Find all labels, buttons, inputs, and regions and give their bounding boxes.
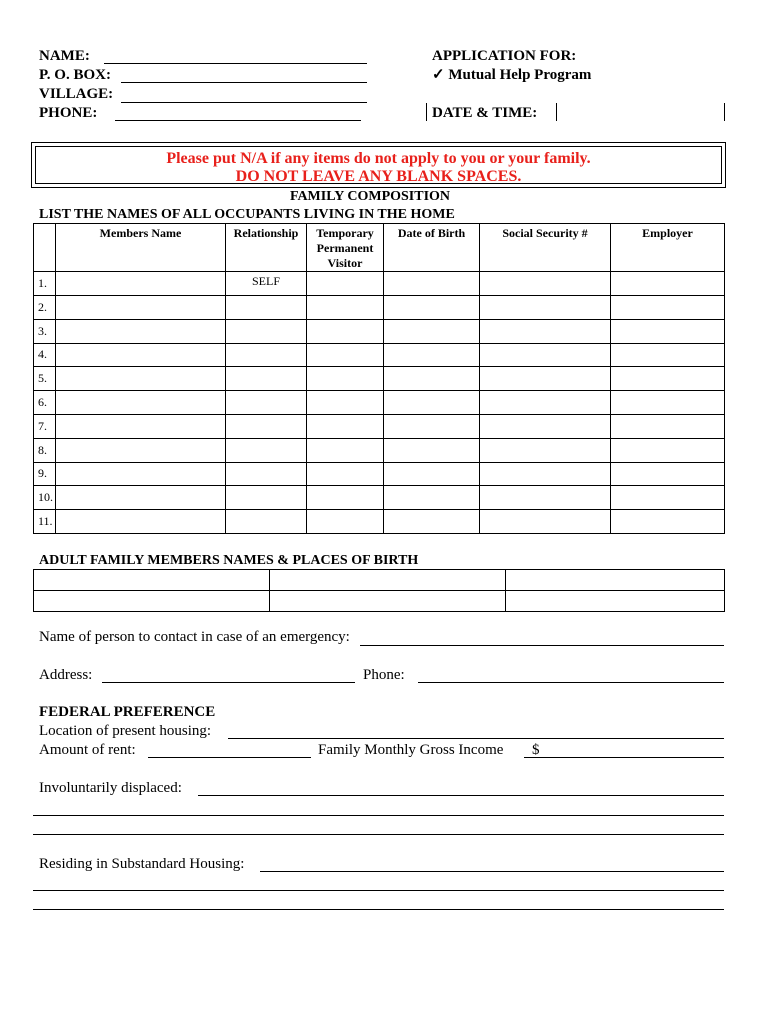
table-row	[34, 462, 725, 486]
header-employer: Employer	[611, 224, 725, 272]
adults-title: ADULT FAMILY MEMBERS NAMES & PLACES OF BIRTH	[39, 553, 419, 568]
dob-cell[interactable]	[384, 510, 479, 533]
employer-cell[interactable]	[611, 391, 724, 414]
member-name-cell[interactable]	[56, 463, 225, 486]
dob-cell-wrapper	[384, 367, 480, 391]
federal-preference-title: FEDERAL PREFERENCE	[39, 704, 216, 720]
dob-cell[interactable]	[384, 344, 479, 367]
table-row	[34, 510, 725, 534]
header-members-name: Members Name	[56, 224, 226, 272]
relationship-cell[interactable]	[226, 415, 306, 438]
header-relationship: Relationship	[226, 224, 307, 272]
contact-phone-field[interactable]	[420, 667, 722, 683]
member-name-cell[interactable]	[56, 367, 225, 390]
table-row	[34, 272, 725, 296]
status-cell-wrapper	[307, 272, 384, 296]
member-name-cell[interactable]	[56, 439, 225, 462]
table-row	[34, 414, 725, 438]
adults-table	[33, 569, 725, 612]
dob-cell[interactable]	[384, 296, 479, 319]
employer-cell-wrapper	[611, 486, 725, 510]
member-name-cell[interactable]	[56, 320, 225, 343]
status-cell-wrapper	[307, 414, 384, 438]
employer-cell-wrapper	[611, 367, 725, 391]
ssn-cell-wrapper	[480, 272, 611, 296]
ssn-cell-wrapper	[480, 391, 611, 415]
family-composition-title: FAMILY COMPOSITION	[289, 189, 451, 204]
ssn-cell-wrapper	[480, 438, 611, 462]
dob-cell[interactable]	[384, 439, 479, 462]
family-table	[33, 223, 725, 534]
member-name-cell-wrapper	[56, 462, 226, 486]
member-name-cell[interactable]	[56, 391, 225, 414]
row-number: 3.	[34, 319, 56, 343]
table-row	[34, 296, 725, 320]
adult-birthplace-cell[interactable]	[270, 570, 509, 590]
table-row	[34, 367, 725, 391]
application-for-label: APPLICATION FOR:	[432, 48, 577, 64]
status-cell-wrapper	[307, 296, 384, 320]
employer-cell[interactable]	[611, 510, 724, 533]
row-number: 7.	[34, 414, 56, 438]
substandard-line-3	[33, 909, 724, 910]
member-name-cell-wrapper	[56, 510, 226, 534]
ssn-cell-wrapper	[480, 319, 611, 343]
relationship-cell: SELF	[226, 272, 307, 296]
member-name-cell-wrapper	[56, 319, 226, 343]
employer-cell-wrapper	[611, 319, 725, 343]
member-name-cell-wrapper	[56, 367, 226, 391]
table-row	[34, 343, 725, 367]
employer-cell[interactable]	[611, 296, 724, 319]
status-cell-wrapper	[307, 462, 384, 486]
status-cell-wrapper	[307, 438, 384, 462]
ssn-cell[interactable]	[480, 439, 610, 462]
table-row	[34, 486, 725, 510]
employer-cell-wrapper	[611, 391, 725, 415]
ssn-cell-wrapper	[480, 510, 611, 534]
ssn-cell[interactable]	[480, 344, 610, 367]
program-option[interactable]	[432, 67, 591, 84]
dob-cell-wrapper	[384, 510, 480, 534]
date-time-label: DATE & TIME:	[432, 105, 538, 121]
adult-name-cell[interactable]	[34, 570, 273, 590]
relationship-cell[interactable]	[226, 439, 306, 462]
checkmark-icon: ✓	[432, 67, 445, 83]
displaced-field-2[interactable]	[36, 799, 722, 815]
relationship-cell[interactable]	[226, 510, 306, 533]
notice-box	[31, 142, 726, 188]
status-cell-wrapper	[307, 343, 384, 367]
family-table-header	[34, 224, 725, 272]
row-number: 5.	[34, 367, 56, 391]
employer-cell-wrapper	[611, 510, 725, 534]
header-dob: Date of Birth	[384, 224, 480, 272]
status-cell[interactable]	[307, 296, 383, 319]
date-time-mid-rule	[556, 103, 557, 121]
status-cell[interactable]	[307, 344, 383, 367]
income-field[interactable]	[545, 742, 721, 758]
employer-cell-wrapper	[611, 462, 725, 486]
rent-field[interactable]	[150, 742, 310, 758]
dob-cell-wrapper	[384, 343, 480, 367]
employer-cell-wrapper	[611, 272, 725, 296]
substandard-field[interactable]	[262, 856, 722, 872]
address-field[interactable]	[104, 667, 354, 683]
relationship-cell-wrapper	[226, 319, 307, 343]
table-row	[34, 391, 725, 415]
adult-birthplace-cell[interactable]	[270, 591, 509, 611]
header-status: Temporary Permanent Visitor	[307, 224, 384, 272]
row-number: 10.	[34, 486, 56, 510]
ssn-cell-wrapper	[480, 296, 611, 320]
substandard-field-2[interactable]	[36, 874, 722, 890]
substandard-line-2	[33, 890, 724, 891]
emergency-contact-field[interactable]	[362, 629, 722, 645]
displaced-line-2	[33, 815, 724, 816]
dob-cell[interactable]	[384, 486, 479, 509]
income-label: Family Monthly Gross Income	[318, 742, 504, 758]
ssn-cell[interactable]	[480, 320, 610, 343]
location-label: Location of present housing:	[39, 723, 212, 739]
emergency-contact-underline	[360, 645, 724, 646]
dob-cell[interactable]	[384, 272, 479, 295]
substandard-field-3[interactable]	[36, 893, 722, 909]
notice-line-2: DO NOT LEAVE ANY BLANK SPACES.	[235, 168, 522, 185]
ssn-cell-wrapper	[480, 462, 611, 486]
row-number: 8.	[34, 438, 56, 462]
employer-cell[interactable]	[611, 320, 724, 343]
ssn-cell-wrapper	[480, 486, 611, 510]
member-name-cell-wrapper	[56, 438, 226, 462]
member-name-cell[interactable]	[56, 510, 225, 533]
member-name-cell-wrapper	[56, 391, 226, 415]
member-name-cell[interactable]	[56, 296, 225, 319]
ssn-cell[interactable]	[480, 463, 610, 486]
date-time-left-rule	[426, 103, 427, 121]
status-cell[interactable]	[307, 439, 383, 462]
relationship-cell-wrapper	[226, 486, 307, 510]
member-name-cell[interactable]	[56, 272, 225, 295]
relationship-cell[interactable]	[226, 391, 306, 414]
status-cell-wrapper	[307, 319, 384, 343]
relationship-cell[interactable]	[226, 486, 306, 509]
employer-cell[interactable]	[611, 367, 724, 390]
status-cell[interactable]	[307, 510, 383, 533]
employer-cell-wrapper	[611, 296, 725, 320]
dollar-sign: $	[532, 742, 540, 758]
dob-cell-wrapper	[384, 438, 480, 462]
ssn-cell[interactable]	[480, 486, 610, 509]
dob-cell[interactable]	[384, 367, 479, 390]
adult-extra-cell[interactable]	[506, 570, 728, 590]
status-cell[interactable]	[307, 463, 383, 486]
relationship-cell-wrapper	[226, 414, 307, 438]
dob-cell-wrapper	[384, 486, 480, 510]
member-name-cell-wrapper	[56, 272, 226, 296]
employer-cell-wrapper	[611, 414, 725, 438]
displaced-line-3	[33, 834, 724, 835]
employer-cell[interactable]	[611, 272, 724, 295]
contact-phone-label: Phone:	[363, 667, 405, 683]
ssn-cell[interactable]	[480, 296, 610, 319]
status-cell[interactable]	[307, 486, 383, 509]
status-cell-wrapper	[307, 367, 384, 391]
status-cell-wrapper	[307, 391, 384, 415]
ssn-cell[interactable]	[480, 272, 610, 295]
relationship-cell[interactable]	[226, 463, 306, 486]
ssn-cell[interactable]	[480, 415, 610, 438]
adult-extra-cell[interactable]	[506, 591, 728, 611]
employer-cell[interactable]	[611, 486, 724, 509]
row-number: 1.	[34, 272, 56, 296]
program-label: Mutual Help Program	[448, 67, 592, 83]
dob-cell[interactable]	[384, 463, 479, 486]
dob-cell-wrapper	[384, 319, 480, 343]
emergency-contact-label: Name of person to contact in case of an emergency:	[39, 629, 350, 645]
name-field[interactable]	[106, 48, 366, 64]
dob-cell-wrapper	[384, 462, 480, 486]
member-name-cell-wrapper	[56, 486, 226, 510]
table-row	[34, 591, 725, 612]
status-cell[interactable]	[307, 367, 383, 390]
dob-cell-wrapper	[384, 296, 480, 320]
dob-cell[interactable]	[384, 415, 479, 438]
ssn-cell-wrapper	[480, 414, 611, 438]
date-time-field[interactable]	[560, 105, 720, 121]
row-number: 2.	[34, 296, 56, 320]
ssn-cell[interactable]	[480, 391, 610, 414]
rent-label: Amount of rent:	[39, 742, 136, 758]
village-field[interactable]	[123, 86, 366, 102]
notice-line-1: Please put N/A if any items do not apply to you or your family.	[166, 150, 591, 167]
displaced-field-3[interactable]	[36, 818, 722, 834]
displaced-label: Involuntarily displaced:	[39, 780, 182, 796]
row-number: 11.	[34, 510, 56, 534]
po-box-field[interactable]	[123, 67, 366, 83]
table-row	[34, 570, 725, 591]
member-name-cell[interactable]	[56, 415, 225, 438]
member-name-cell-wrapper	[56, 343, 226, 367]
employer-cell[interactable]	[611, 463, 724, 486]
status-cell[interactable]	[307, 320, 383, 343]
table-row	[34, 319, 725, 343]
relationship-cell-wrapper	[226, 391, 307, 415]
adult-name-cell[interactable]	[34, 591, 273, 611]
dob-cell-wrapper	[384, 272, 480, 296]
relationship-cell-wrapper	[226, 367, 307, 391]
row-number: 9.	[34, 462, 56, 486]
location-field[interactable]	[230, 723, 722, 739]
row-number: 4.	[34, 343, 56, 367]
status-cell-wrapper	[307, 486, 384, 510]
name-label: NAME:	[39, 48, 90, 64]
displaced-field[interactable]	[200, 780, 722, 796]
employer-cell[interactable]	[611, 415, 724, 438]
phone-field[interactable]	[117, 105, 360, 121]
employer-cell-wrapper	[611, 343, 725, 367]
relationship-cell[interactable]	[226, 344, 306, 367]
member-name-cell[interactable]	[56, 486, 225, 509]
relationship-cell-wrapper	[226, 296, 307, 320]
village-underline	[121, 102, 367, 103]
relationship-cell-wrapper	[226, 438, 307, 462]
ssn-cell-wrapper	[480, 343, 611, 367]
relationship-cell-wrapper	[226, 510, 307, 534]
member-name-cell-wrapper	[56, 414, 226, 438]
ssn-cell[interactable]	[480, 510, 610, 533]
relationship-cell[interactable]	[226, 367, 306, 390]
table-row	[34, 438, 725, 462]
dob-cell-wrapper	[384, 391, 480, 415]
member-name-cell[interactable]	[56, 344, 225, 367]
relationship-cell-wrapper	[226, 343, 307, 367]
date-time-right-rule	[724, 103, 725, 121]
status-cell[interactable]	[307, 391, 383, 414]
employer-cell[interactable]	[611, 344, 724, 367]
header-number-cell	[34, 224, 56, 272]
member-name-cell-wrapper	[56, 296, 226, 320]
family-composition-subtitle: LIST THE NAMES OF ALL OCCUPANTS LIVING IN THE HOME	[39, 207, 455, 222]
relationship-cell-wrapper	[226, 462, 307, 486]
po-box-label: P. O. BOX:	[39, 67, 111, 83]
dob-cell[interactable]	[384, 320, 479, 343]
relationship-cell[interactable]	[226, 320, 306, 343]
address-label: Address:	[39, 667, 93, 683]
employer-cell[interactable]	[611, 439, 724, 462]
substandard-label: Residing in Substandard Housing:	[39, 856, 245, 872]
status-cell[interactable]	[307, 272, 383, 295]
ssn-cell[interactable]	[480, 367, 610, 390]
phone-label: PHONE:	[39, 105, 98, 121]
village-label: VILLAGE:	[39, 86, 114, 102]
employer-cell-wrapper	[611, 438, 725, 462]
status-cell-wrapper	[307, 510, 384, 534]
dob-cell-wrapper	[384, 414, 480, 438]
header-ssn: Social Security #	[480, 224, 611, 272]
relationship-cell[interactable]	[226, 296, 306, 319]
row-number: 6.	[34, 391, 56, 415]
ssn-cell-wrapper	[480, 367, 611, 391]
status-cell[interactable]	[307, 415, 383, 438]
dob-cell[interactable]	[384, 391, 479, 414]
